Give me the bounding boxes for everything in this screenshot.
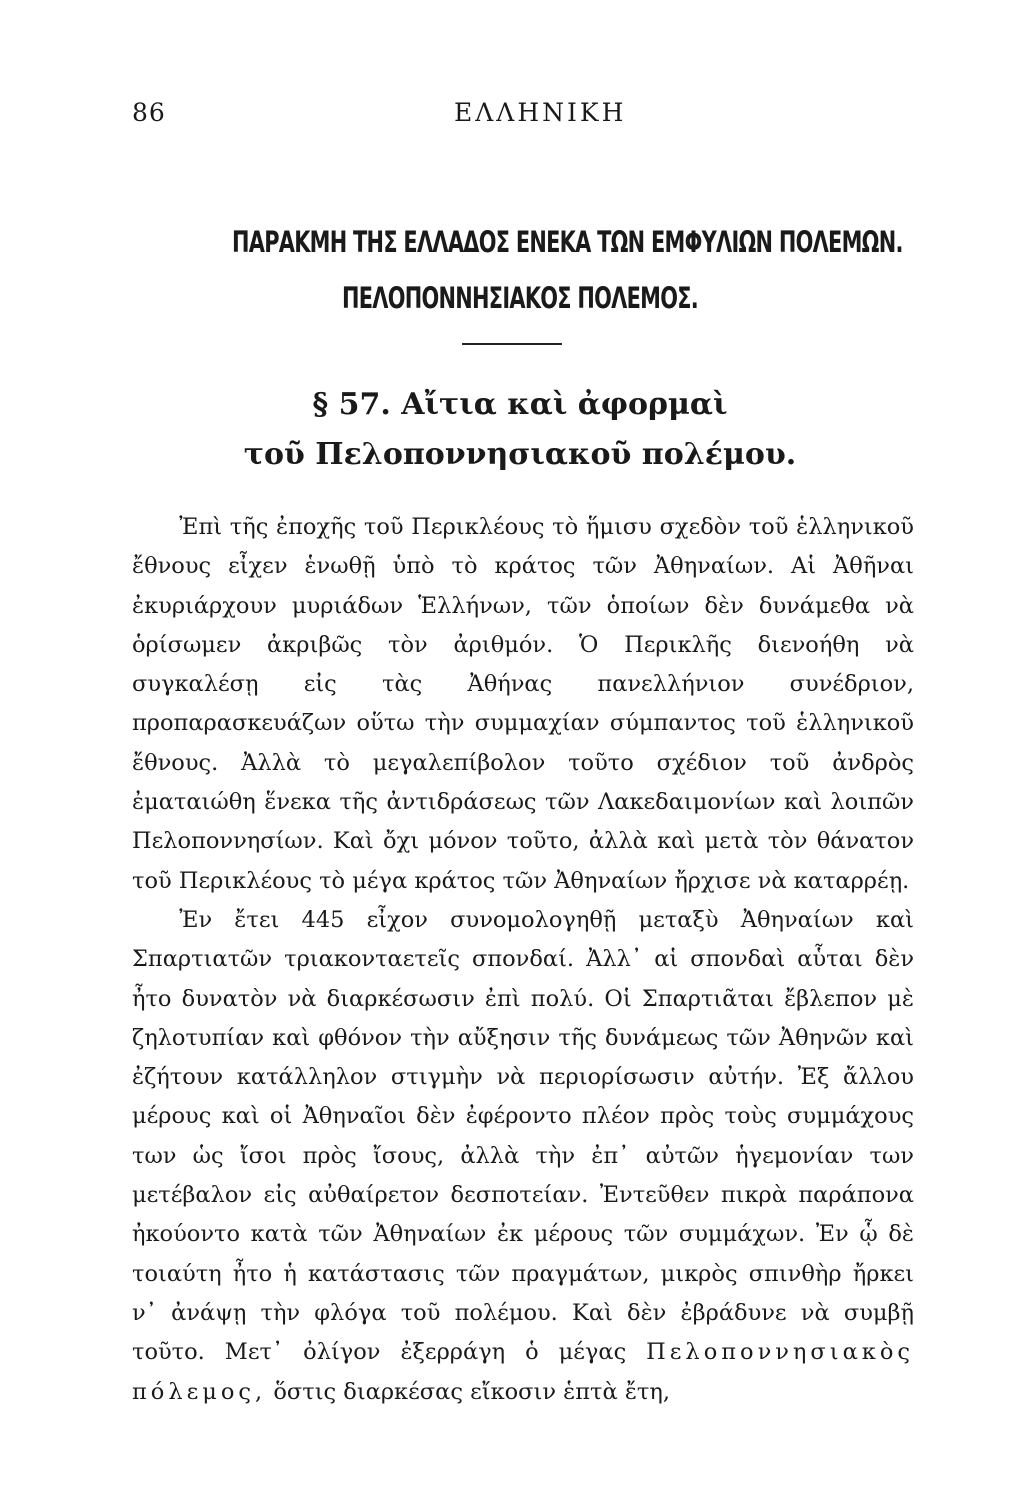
body-text [132, 508, 914, 1412]
section-heading-line-2: τοῦ Πελοποννησιακοῦ πολέμου. [243, 437, 797, 472]
paragraph-2-start: Ἐν ἔτει 445 εἶχον συνομολογηθῇ μεταξὺ Ἀθηναίων καὶ Σπαρτιατῶν τριακονταετεῖς σπονδαί. Ἀλλ᾽ αἱ σπονδαὶ αὗται δὲν ἦτο δυνατὸν νὰ διαρκέσωσιν ἐπὶ πολύ. Οἱ Σπαρτιᾶται ἔβλεπον μὲ ζηλοτυπίαν καὶ φθόνον τὴν αὔξησιν τῆς δυνάμεως τῶν Ἀθηνῶν καὶ ἐζήτουν κατάλληλον στιγμὴν νὰ περιορίσωσιν αὐτήν. Ἐξ ἄλλου μέρους καὶ οἱ Ἀθηναῖοι δὲν ἐφέροντο πλέον πρὸς τοὺς συμμάχους των ὡς ἴσοι πρὸς ἴσους, ἀλλὰ τὴν ἐπ᾽ αὐτῶν ἡγεμονίαν των μετέβαλον εἰς αὐθαίρετον δεσποτείαν. Ἐντεῦθεν πικρὰ παράπονα ἠκούοντο κατὰ τῶν Ἀθηναίων ἐκ μέρους τῶν συμμάχων. Ἐν ᾧ δὲ τοιαύτη ἦτο ἡ κατάστασις τῶν πραγμάτων, μικρὸς σπινθὴρ ἤρκει ν᾽ ἀνάψῃ τὴν φλόγα τοῦ πολέμου. Καὶ δὲν ἐβράδυνε νὰ συμβῇ τοῦτο. Μετ᾽ ὀλίγον ἐξερράγη ὁ μέγας [132, 906, 914, 1366]
page-number: 86 [132, 98, 166, 127]
section-heading [120, 380, 920, 480]
section-heading-line-1: § 57. Αἴτια καὶ ἀφορμαὶ [312, 387, 728, 422]
section-divider [462, 343, 562, 345]
chapter-heading-line-1: ΠΑΡΑΚΜΗ ΤΗΣ ΕΛΛΑΔΟΣ ΕΝΕΚΑ ΤΩΝ ΕΜΦΥΛΙΩΝ ΠΟΛΕΜΩΝ. [232, 225, 903, 259]
emphasized-term: Πελοποννησιακὸς πόλεμος, [132, 1339, 914, 1405]
running-title: ΕΛΛΗΝΙΚΗ [454, 98, 627, 127]
chapter-heading [232, 214, 903, 326]
paragraph-2-end: ὅστις διαρκέσας εἴκοσιν ἑπτὰ ἔτη, [273, 1378, 670, 1405]
paragraph-2 [132, 901, 914, 1412]
page-header [132, 98, 922, 138]
chapter-heading-line-2: ΠΕΛΟΠΟΝΝΗΣΙΑΚΟΣ ΠΟΛΕΜΟΣ. [341, 281, 699, 315]
paragraph-1: Ἐπὶ τῆς ἐποχῆς τοῦ Περικλέους τὸ ἥμισυ σχεδὸν τοῦ ἑλληνικοῦ ἔθνους εἶχεν ἑνωθῇ ὑπὸ τὸ κράτος τῶν Ἀθηναίων. Αἱ Ἀθῆναι ἐκυριάρχουν μυριάδων Ἑλλήνων, τῶν ὁποίων δὲν δυνάμεθα νὰ ὁρίσωμεν ἀκριβῶς τὸν ἀριθμόν. Ὁ Περικλῆς διενοήθη νὰ συγκαλέσῃ εἰς τὰς Ἀθήνας πανελλήνιον συνέδριον, προπαρασκευάζων οὕτω τὴν συμμαχίαν σύμπαντος τοῦ ἑλληνικοῦ ἔθνους. Ἀλλὰ τὸ μεγαλεπίβολον τοῦτο σχέδιον τοῦ ἀνδρὸς ἐματαιώθη ἕνεκα τῆς ἀντιδράσεως τῶν Λακεδαιμονίων καὶ λοιπῶν Πελοποννησίων. Καὶ ὄχι μόνον τοῦτο, ἀλλὰ καὶ μετὰ τὸν θάνατον τοῦ Περικλέους τὸ μέγα κράτος τῶν Ἀθηναίων ἤρχισε νὰ καταρρέῃ. [132, 514, 914, 894]
